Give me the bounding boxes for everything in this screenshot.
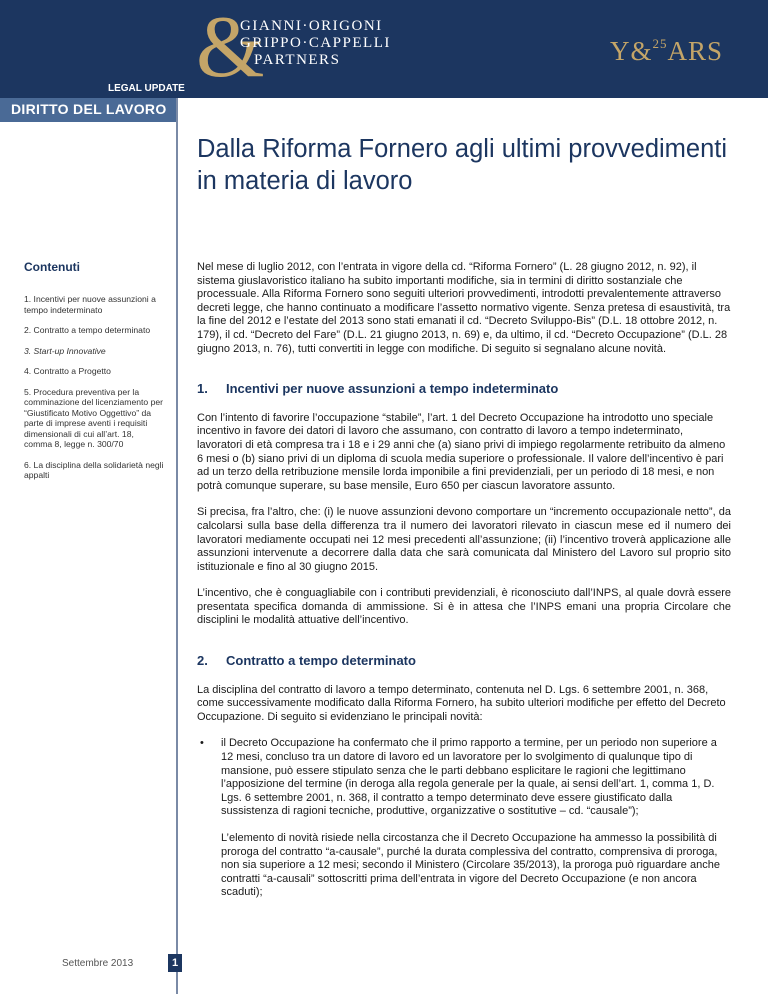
banner-label: DIRITTO DEL LAVORO: [11, 101, 167, 117]
legal-update-label: LEGAL UPDATE: [108, 83, 185, 94]
firm-name-line3: PARTNERS: [254, 52, 341, 68]
table-of-contents: [24, 260, 164, 491]
toc-item-2[interactable]: 2. Contratto a tempo determinato: [24, 325, 151, 335]
bullet-1-continuation: L’elemento di novità risiede nella circostanza che il Decreto Occupazione ha ammesso la possibilità di proroga del contratto “a-causale”, purché la durata complessiva del contratto, comprensiva di proroga, non sia superiore a 12 mesi; secondo il Ministero (Circolare 35/2013), la proroga può riguardare anche contratti “a-causali” sottoscritti prima dell’entrata in vigore del Decreto Occupazione (e non ancora scaduti);: [221, 832, 720, 899]
years-number: 25: [652, 36, 668, 51]
intro-paragraph: Nel mese di luglio 2012, con l’entrata in vigore della cd. “Riforma Fornero” (L. 28 giugno 2012, n. 92), il sistema giuslavoristico italiano ha subito importanti modifiche, sia in termini di diritto sostanziale che processuale. Alla Riforma Fornero sono seguiti ulteriori provvedimenti, introdotti prevalentemente attraverso decreti legge, che hanno continuato a modificare l’assetto normativo vigente. Senza pretesa di esaustività, tra la fine del 2012 e l’estate del 2013 sono stati emanati il cd. “Decreto Sviluppo-Bis” (D.L. 18 ottobre 2012, n. 179), il cd. “Decreto del Fare” (D.L. 21 giugno 2013, n. 69) e, da ultimo, il cd. “Decreto Occupazione” (D.L. 28 giugno 2013, n. 76), tutti convertiti in legge con modifiche. Di seguito si segnalano alcune novità.: [197, 261, 731, 355]
firm-name-line1: GIANNI·ORIGONI: [240, 18, 383, 34]
section-2-bullet-1: [197, 737, 731, 900]
section-1-title: Incentivi per nuove assunzioni a tempo indeterminato: [226, 381, 559, 397]
toc-item-1[interactable]: 1. Incentivi per nuove assunzioni a tempo indeterminato: [24, 294, 156, 315]
title-line2: in materia di lavoro: [197, 167, 413, 195]
years-prefix: Y&: [610, 36, 653, 66]
section-2-paragraph-1: La disciplina del contratto di lavoro a tempo determinato, contenuta nel D. Lgs. 6 settembre 2001, n. 368, come successivamente modificato dalla Riforma Fornero, ha subito ulteriori modifiche per effetto del Decreto Occupazione. Di seguito si evidenziano le principali novità:: [197, 683, 726, 723]
main-content: [197, 261, 731, 913]
header: [0, 0, 768, 98]
section-1-number: 1.: [197, 381, 208, 397]
bullet-1-text: il Decreto Occupazione ha confermato che il primo rapporto a termine, per un periodo non superiore a 12 mesi, concluso tra un datore di lavoro ed un lavoratore per lo svolgimento di qualunque tipo di mansione, può essere stipulato senza che le parti debbano esplicitare le ragioni che legittimano l’apposizione del termine (in deroga alla regola generale per la quale, ai sensi dell’art. 1, comma 1, D. Lgs. 6 settembre 2001, n. 368, il contratto a tempo determinato deve essere giustificato dalla sussistenza di ragioni tecniche, produttive, organizzative o sostitutive – cd. “causale”);: [221, 737, 717, 818]
section-1-heading: [197, 382, 731, 396]
title-line1: Dalla Riforma Fornero agli ultimi provvedimenti: [197, 135, 728, 163]
section-2-title: Contratto a tempo determinato: [226, 653, 416, 669]
section-banner: [0, 98, 176, 122]
section-1-paragraph-2: Si precisa, fra l’altro, che: (i) le nuove assunzioni devono comportare un “incremento occupazionale netto”, da calcolarsi sulla base della differenza tra il numero dei lavoratori rilevato in ciascun mese ed il numero dei lavoratori mediamente occupati nei 12 mesi precedenti all’assunzione; (ii) l’incentivo troverà applicazione alle assunzioni intervenute a decorrere dalla data che sarà comunicata dal Ministero del Lavoro sul proprio sito istituzionale e fino al 30 giugno 2015.: [197, 506, 731, 573]
page-number: 1: [168, 954, 182, 972]
years-logo: [610, 36, 723, 67]
years-suffix: ARS: [667, 36, 724, 66]
toc-item-3[interactable]: 3. Start-up Innovative: [24, 345, 106, 356]
section-2-number: 2.: [197, 653, 208, 669]
firm-name-line2: GRIPPO·CAPPELLI: [240, 35, 391, 51]
vertical-divider: [176, 98, 178, 994]
footer-date: Settembre 2013: [62, 958, 134, 969]
ampersand-logo-icon: &: [196, 0, 265, 96]
toc-item-6[interactable]: 6. La disciplina della solidarietà negli appalti: [24, 459, 164, 480]
toc-heading: Contenuti: [24, 260, 80, 274]
toc-item-5[interactable]: 5. Procedura preventiva per la comminazione del licenziamento per “Giustificato Motivo Oggettivo” da parte di imprese aventi i requisiti dimensionali di cui all’art. 18, comma 8, legge n. 300/70: [24, 386, 164, 449]
section-2-heading: [197, 654, 731, 668]
firm-logo-text: [240, 18, 391, 69]
section-1-paragraph-3: L’incentivo, che è conguagliabile con i contributi previdenziali, è riconosciuto dall’INPS, al quale dovrà essere presentata specifica domanda di ammissione. Si è in attesa che l’INPS emani una propria Circolare che disciplini le modalità attuative dell’incentivo.: [197, 587, 731, 627]
bullet-icon: •: [200, 737, 204, 750]
section-1-paragraph-1: Con l’intento di favorire l’occupazione “stabile”, l’art. 1 del Decreto Occupazione ha introdotto uno speciale incentivo in favore dei datori di lavoro che assumano, con contratto di lavoro a tempo indeterminato, lavoratori di età compresa tra i 18 e i 29 anni che (a) siano privi di impiego regolarmente retribuito da almeno 6 mesi o (b) siano privi di un diploma di scuola media superiore o professionale. Il valore dell’incentivo è pari ad un terzo della retribuzione mensile lorda imponibile a fini previdenziali, per un periodo di 18 mesi, e non potrà comunque superare, su base mensile, Euro 650 per ciascun lavoratore assunto.: [197, 411, 726, 492]
page-title: [197, 133, 757, 197]
toc-item-4[interactable]: 4. Contratto a Progetto: [24, 366, 111, 376]
